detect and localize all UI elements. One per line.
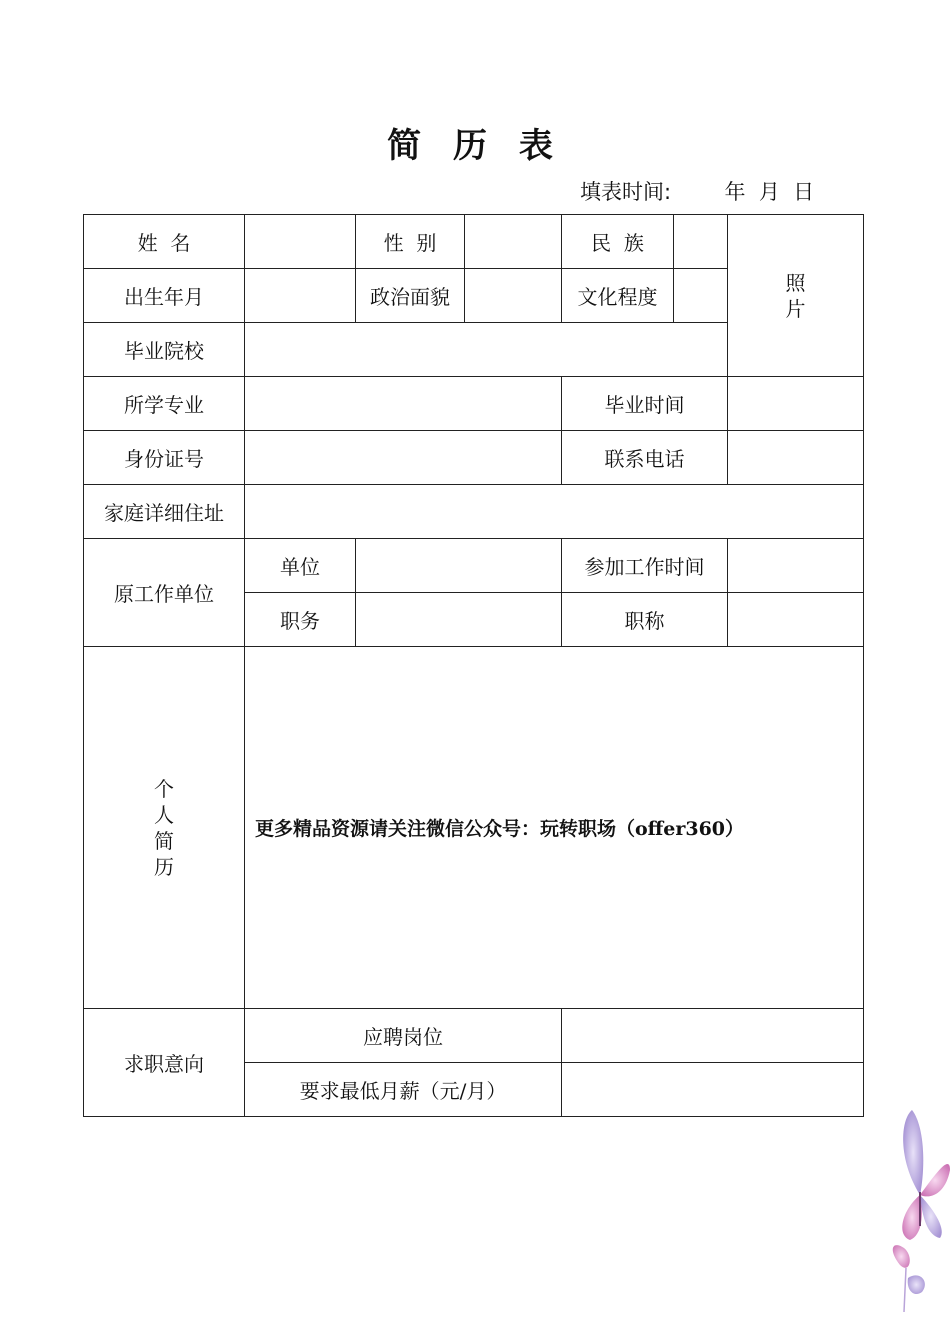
label-name: 姓 名: [84, 215, 245, 269]
label-resume: 个人简历: [154, 776, 174, 879]
input-work-start[interactable]: [728, 539, 864, 593]
input-ethnicity[interactable]: [674, 215, 728, 269]
input-major[interactable]: [245, 377, 562, 431]
label-school: 毕业院校: [84, 323, 245, 377]
label-position: 职务: [245, 593, 356, 647]
label-work-start: 参加工作时间: [562, 539, 728, 593]
label-political: 政治面貌: [356, 269, 465, 323]
label-address: 家庭详细住址: [84, 485, 245, 539]
label-grad-time: 毕业时间: [562, 377, 728, 431]
label-job-title: 职称: [562, 593, 728, 647]
label-min-salary: 要求最低月薪（元/月）: [245, 1063, 562, 1117]
label-birth: 出生年月: [84, 269, 245, 323]
photo-cell[interactable]: [728, 215, 864, 377]
label-gender: 性 别: [356, 215, 465, 269]
fill-time: 填表时间: 年 月 日: [580, 180, 815, 204]
input-education[interactable]: [674, 269, 728, 323]
label-unit: 单位: [245, 539, 356, 593]
label-applied-post: 应聘岗位: [245, 1009, 562, 1063]
input-min-salary[interactable]: [562, 1063, 864, 1117]
resume-label-cell: [84, 647, 245, 1009]
input-name[interactable]: [245, 215, 356, 269]
input-political[interactable]: [465, 269, 562, 323]
label-id-number: 身份证号: [84, 431, 245, 485]
label-major: 所学专业: [84, 377, 245, 431]
input-school[interactable]: [245, 323, 728, 377]
label-job-intent: 求职意向: [84, 1009, 245, 1117]
input-address[interactable]: [245, 485, 864, 539]
input-id-number[interactable]: [245, 431, 562, 485]
input-unit[interactable]: [356, 539, 562, 593]
input-grad-time[interactable]: [728, 377, 864, 431]
input-position[interactable]: [356, 593, 562, 647]
input-gender[interactable]: [465, 215, 562, 269]
input-birth[interactable]: [245, 269, 356, 323]
butterfly-icon: [880, 1100, 950, 1320]
label-phone: 联系电话: [562, 431, 728, 485]
label-prev-employer: 原工作单位: [84, 539, 245, 647]
resume-notice[interactable]: 更多精品资源请关注微信公众号：玩转职场（offer360）: [245, 647, 864, 1009]
input-phone[interactable]: [728, 431, 864, 485]
label-photo: 照片: [785, 270, 806, 321]
input-applied-post[interactable]: [562, 1009, 864, 1063]
input-job-title[interactable]: [728, 593, 864, 647]
label-education: 文化程度: [562, 269, 674, 323]
resume-form: [83, 214, 864, 1117]
label-ethnicity: 民 族: [562, 215, 674, 269]
form-title: 简 历 表: [387, 126, 563, 166]
